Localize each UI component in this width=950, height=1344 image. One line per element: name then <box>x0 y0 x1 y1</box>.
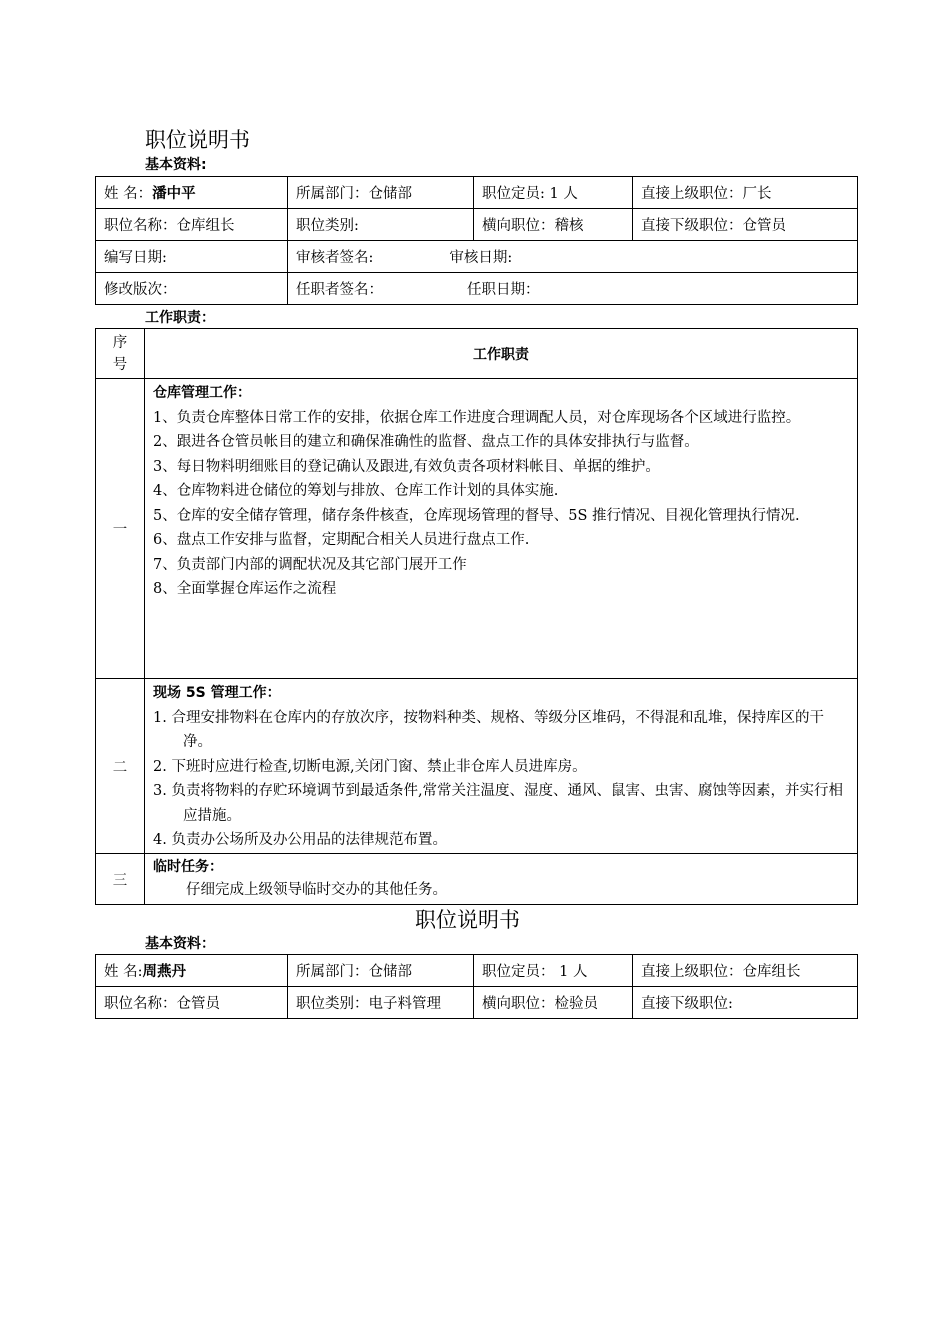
table-row <box>96 987 858 1019</box>
table-row <box>96 379 858 679</box>
lateral-cell: 横向职位：检验员 <box>474 987 633 1019</box>
seq-cell: 一 <box>96 379 145 679</box>
name-value: 周燕丹 <box>142 964 186 980</box>
dept-cell <box>288 955 474 987</box>
position-value: 仓库组长 <box>176 218 235 234</box>
table-row <box>96 177 858 209</box>
table-row <box>96 241 858 273</box>
seq-header-text: 序号 <box>112 334 128 373</box>
seq-cell: 二 <box>96 679 145 854</box>
list-item: 5、仓库的安全储存管理，储存条件核查，仓库现场管理的督导、5S 推行情况、目视化管理执行情况. <box>153 507 800 524</box>
reviewer-sign-label: 审核者签名: <box>296 250 374 266</box>
seq-header <box>96 329 145 379</box>
list-item: 2. 下班时应进行检查,切断电源,关闭门窗、禁止非仓库人员进库房。 <box>153 758 587 775</box>
basic-info-label: 基本资料: <box>145 157 207 173</box>
holder-cell <box>288 273 858 305</box>
list-item: 6、盘点工作安排与监督，定期配合相关人员进行盘点工作. <box>153 532 530 548</box>
basic-info-table <box>95 176 858 305</box>
list-item: 2、跟进各仓管员帐目的建立和确保准确性的监督、盘点工作的具体安排执行与监督。 <box>153 434 699 450</box>
name-cell <box>96 177 288 209</box>
dept-value: 仓储部 <box>368 186 412 202</box>
name-value: 潘中平 <box>152 186 196 202</box>
category-cell: 职位类别: <box>288 209 474 241</box>
holder-sign-label: 任职者签名： <box>296 282 383 298</box>
position-cell <box>96 209 288 241</box>
category-cell: 职位类别：电子料管理 <box>288 987 474 1019</box>
review-date-label: 审核日期: <box>449 250 513 266</box>
duty-section-warehouse <box>145 379 858 679</box>
headcount-cell: 职位定员： 1 人 <box>474 955 633 987</box>
page-title-2: 职位说明书 <box>415 908 520 932</box>
seq-cell: 三 <box>96 854 145 905</box>
dept-cell <box>288 177 474 209</box>
list-item: 8、全面掌握仓库运作之流程 <box>153 581 337 597</box>
duty-table <box>95 328 858 905</box>
write-date-cell: 编写日期: <box>96 241 288 273</box>
position-cell <box>96 987 288 1019</box>
section-title: 现场 5S 管理工作： <box>153 685 281 701</box>
subordinate-cell: 直接下级职位: <box>633 987 858 1019</box>
headcount-cell: 职位定员: 1 人 <box>474 177 633 209</box>
duty-section-temporary <box>145 854 858 905</box>
table-row <box>96 329 858 379</box>
name-label: 姓 名: <box>104 964 143 980</box>
position-label: 职位名称： <box>104 218 177 234</box>
list-item: 4、仓库物料进仓储位的筹划与排放、仓库工作计划的具体实施. <box>153 483 559 499</box>
list-item: 4. 负责办公场所及办公用品的法律规范布置。 <box>153 832 447 848</box>
section-title: 仓库管理工作： <box>153 385 251 401</box>
table-row <box>96 854 858 905</box>
list-item: 1. 合理安排物料在仓库内的存放次序，按物料种类、规格、等级分区堆码，不得混和乱堆，保持库区的干净。 <box>153 709 824 750</box>
list-item: 仔细完成上级领导临时交办的其他任务。 <box>186 882 447 898</box>
duty-header: 工作职责 <box>145 329 858 379</box>
revision-cell: 修改版次： <box>96 273 288 305</box>
section-title: 临时任务： <box>153 859 223 875</box>
list-item: 3、每日物料明细账目的登记确认及跟进,有效负责各项材料帐目、单据的维护。 <box>153 458 660 475</box>
duty-label: 工作职责： <box>145 310 215 326</box>
table-row <box>96 273 858 305</box>
list-item: 3. 负责将物料的存贮环境调节到最适条件,常常关注温度、湿度、通风、鼠害、虫害、腐蚀等因素，并实行相应措施。 <box>153 783 844 824</box>
basic-info-label-2: 基本资料： <box>145 936 215 952</box>
page-title: 职位说明书 <box>145 128 250 152</box>
dept-value: 仓储部 <box>368 964 412 980</box>
review-cell <box>288 241 858 273</box>
superior-cell: 直接上级职位：仓库组长 <box>633 955 858 987</box>
dept-label: 所属部门： <box>296 964 369 980</box>
duty-section-5s <box>145 679 858 854</box>
table-row <box>96 955 858 987</box>
name-cell <box>96 955 288 987</box>
table-row <box>96 679 858 854</box>
superior-cell: 直接上级职位：厂长 <box>633 177 858 209</box>
position-label: 职位名称： <box>104 996 177 1012</box>
lateral-cell: 横向职位：稽核 <box>474 209 633 241</box>
holder-date-label: 任职日期： <box>467 282 540 298</box>
position-value: 仓管员 <box>176 996 220 1012</box>
table-row <box>96 209 858 241</box>
dept-label: 所属部门： <box>296 186 369 202</box>
list-item: 7、负责部门内部的调配状况及其它部门展开工作 <box>153 556 467 573</box>
list-item: 1、负责仓库整体日常工作的安排，依据仓库工作进度合理调配人员，对仓库现场各个区域进行监控。 <box>153 409 801 426</box>
name-label: 姓 名： <box>104 186 153 202</box>
subordinate-cell: 直接下级职位：仓管员 <box>633 209 858 241</box>
basic-info-table-2 <box>95 954 858 1019</box>
